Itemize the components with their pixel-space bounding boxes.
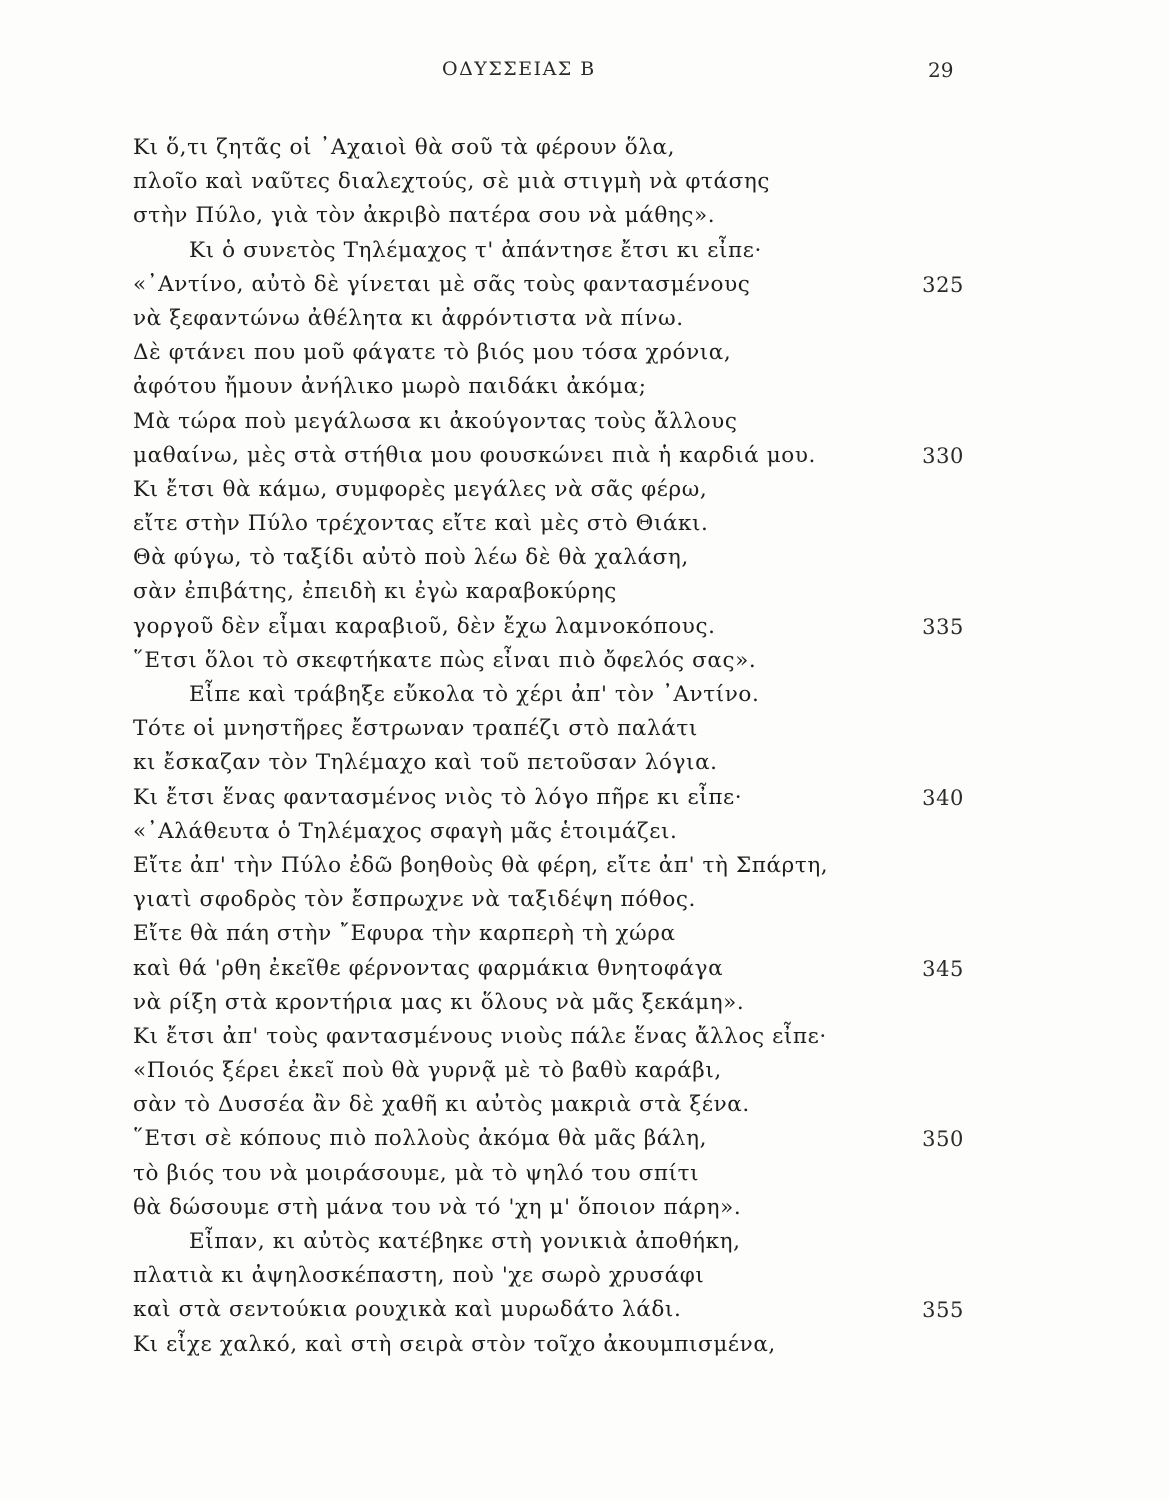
verse-text: «᾿Αντίνο, αὐτὸ δὲ γίνεται μὲ σᾶς τοὺς φαντασμένους (133, 271, 751, 297)
verse-line (0, 781, 1169, 815)
verse-line (0, 302, 1169, 336)
verse-line (0, 815, 1169, 849)
verse-text: Τότε οἱ μνηστῆρες ἔστρωναν τραπέζι στὸ παλάτι (133, 716, 698, 742)
verse-line (0, 1328, 1169, 1362)
verse-line (0, 746, 1169, 780)
verse-text: Δὲ φτάνει που μοῦ φάγατε τὸ βιός μου τόσα χρόνια, (133, 340, 732, 366)
verse-line (0, 917, 1169, 951)
verse-line (0, 131, 1169, 165)
verse-line (0, 644, 1169, 678)
verse-text: καὶ στὰ σεντούκια ρουχικὰ καὶ μυρωδάτο λάδι. (133, 1297, 682, 1323)
verse-line (0, 199, 1169, 233)
verse-text: καὶ θά 'ρθη ἐκεῖθε φέρνοντας φαρμάκια θνητοφάγα (133, 955, 724, 981)
verse-text: γοργοῦ δὲν εἶμαι καραβιοῦ, δὲν ἔχω λαμνοκόπους. (133, 613, 716, 639)
verse-line (0, 1157, 1169, 1191)
verse-text: σὰν τὸ Δυσσέα ἂν δὲ χαθῆ κι αὐτὸς μακριὰ στὰ ξένα. (133, 1092, 750, 1118)
verse-line (0, 1293, 1169, 1327)
line-number: 350 (922, 1127, 964, 1152)
verse-text: «᾿Αλάθευτα ὁ Τηλέμαχος σφαγὴ μᾶς ἑτοιμάζει. (133, 818, 678, 844)
verse-text: νὰ ρίξη στὰ κροντήρια μας κι ὅλους νὰ μᾶς ξεκάμη». (133, 989, 745, 1015)
verse-line (0, 370, 1169, 404)
verse-line (0, 541, 1169, 575)
verse-line (0, 575, 1169, 609)
verse-text: κι ἔσκαζαν τὸν Τηλέμαχο καὶ τοῦ πετοῦσαν λόγια. (133, 750, 718, 776)
verse-text: Κι ἔτσι ἀπ' τοὺς φαντασμένους νιοὺς πάλε ἕνας ἄλλος εἶπε· (133, 1023, 827, 1049)
verse-text: Εἴτε ἀπ' τὴν Πύλο ἐδῶ βοηθοὺς θὰ φέρη, εἴτε ἀπ' τὴ Σπάρτη, (133, 852, 829, 878)
verse-line (0, 1122, 1169, 1156)
verse-text: μαθαίνω, μὲς στὰ στήθια μου φουσκώνει πιὰ ἡ καρδιά μου. (133, 442, 816, 468)
verse-line (0, 1259, 1169, 1293)
line-number: 325 (922, 272, 964, 297)
verse-text: Κι ὅ,τι ζητᾶς οἱ ᾿Αχαιοὶ θὰ σοῦ τὰ φέρουν ὅλα, (133, 135, 676, 160)
verse-line (0, 234, 1169, 268)
verse-block (0, 131, 1169, 1362)
line-number: 335 (922, 614, 964, 639)
verse-text: Μὰ τώρα ποὺ μεγάλωσα κι ἀκούγοντας τοὺς ἄλλους (133, 408, 738, 434)
verse-text: θὰ δώσουμε στὴ μάνα του νὰ τό 'χη μ' ὅποιον πάρη». (133, 1194, 742, 1220)
verse-line (0, 986, 1169, 1020)
verse-line (0, 473, 1169, 507)
verse-text: πλοῖο καὶ ναῦτες διαλεχτούς, σὲ μιὰ στιγμὴ νὰ φτάσης (133, 169, 771, 195)
verse-text: πλατιὰ κι ἀψηλοσκέπαστη, ποὺ 'χε σωρὸ χρυσάφι (133, 1263, 705, 1289)
verse-line (0, 883, 1169, 917)
verse-text: εἴτε στὴν Πύλο τρέχοντας εἴτε καὶ μὲς στὸ Θιάκι. (133, 511, 709, 537)
verse-text: Κι ἔτσι θὰ κάμω, συμφορὲς μεγάλες νὰ σᾶς φέρω, (133, 476, 708, 502)
running-title: ΟΔΥΣΣΕΙΑΣ Β (442, 58, 596, 80)
verse-text: νὰ ξεφαντώνω ἀθέλητα κι ἀφρόντιστα νὰ πίνω. (133, 305, 684, 331)
verse-text: Εἶπε καὶ τράβηξε εὔκολα τὸ χέρι ἀπ' τὸν ᾿Αντίνο. (189, 682, 760, 707)
verse-text: τὸ βιός του νὰ μοιράσουμε, μὰ τὸ ψηλό του σπίτι (133, 1160, 700, 1186)
verse-line (0, 610, 1169, 644)
line-number: 345 (922, 956, 964, 981)
verse-line (0, 712, 1169, 746)
verse-line (0, 1191, 1169, 1225)
verse-text: στὴν Πύλο, γιὰ τὸν ἀκριβὸ πατέρα σου νὰ μάθης». (133, 203, 716, 229)
line-number: 355 (922, 1298, 964, 1323)
verse-line (0, 678, 1169, 712)
verse-text: ῞Ετσι ὅλοι τὸ σκεφτήκατε πὼς εἶναι πιὸ ὄφελός σας». (133, 647, 757, 673)
verse-line (0, 952, 1169, 986)
verse-line (0, 1088, 1169, 1122)
verse-text: ἀφότου ἤμουν ἀνήλικο μωρὸ παιδάκι ἀκόμα; (133, 374, 647, 400)
running-header (0, 58, 1169, 88)
verse-line (0, 1020, 1169, 1054)
verse-text: «Ποιός ξέρει ἐκεῖ ποὺ θὰ γυρνᾷ μὲ τὸ βαθὺ καράβι, (133, 1058, 722, 1084)
verse-text: Θὰ φύγω, τὸ ταξίδι αὐτὸ ποὺ λέω δὲ θὰ χαλάση, (133, 545, 689, 571)
page-number: 29 (928, 58, 954, 82)
verse-line (0, 849, 1169, 883)
verse-line (0, 1225, 1169, 1259)
verse-line (0, 165, 1169, 199)
verse-line (0, 439, 1169, 473)
line-number: 330 (922, 443, 964, 468)
verse-line (0, 405, 1169, 439)
verse-text: Κι εἶχε χαλκό, καὶ στὴ σειρὰ στὸν τοῖχο ἀκουμπισμένα, (133, 1331, 776, 1357)
verse-text: Κι ὁ συνετὸς Τηλέμαχος τ' ἀπάντησε ἔτσι κι εἶπε· (189, 237, 762, 263)
verse-text: γιατὶ σφοδρὸς τὸν ἔσπρωχνε νὰ ταξιδέψη πόθος. (133, 887, 696, 913)
verse-line (0, 507, 1169, 541)
line-number: 340 (922, 785, 964, 810)
verse-text: Κι ἔτσι ἕνας φαντασμένος νιὸς τὸ λόγο πῆρε κι εἶπε· (133, 784, 743, 810)
verse-text: σὰν ἐπιβάτης, ἐπειδὴ κι ἐγὼ καραβοκύρης (133, 579, 617, 605)
verse-text: Εἴτε θὰ πάη στὴν ῎Εφυρα τὴν καρπερὴ τὴ χώρα (133, 921, 676, 947)
verse-text: Εἶπαν, κι αὐτὸς κατέβηκε στὴ γονικιὰ ἀποθήκη, (189, 1229, 741, 1254)
verse-text: ῞Ετσι σὲ κόπους πιὸ πολλοὺς ἀκόμα θὰ μᾶς βάλη, (133, 1126, 708, 1152)
verse-line (0, 336, 1169, 370)
verse-line (0, 268, 1169, 302)
verse-line (0, 1054, 1169, 1088)
